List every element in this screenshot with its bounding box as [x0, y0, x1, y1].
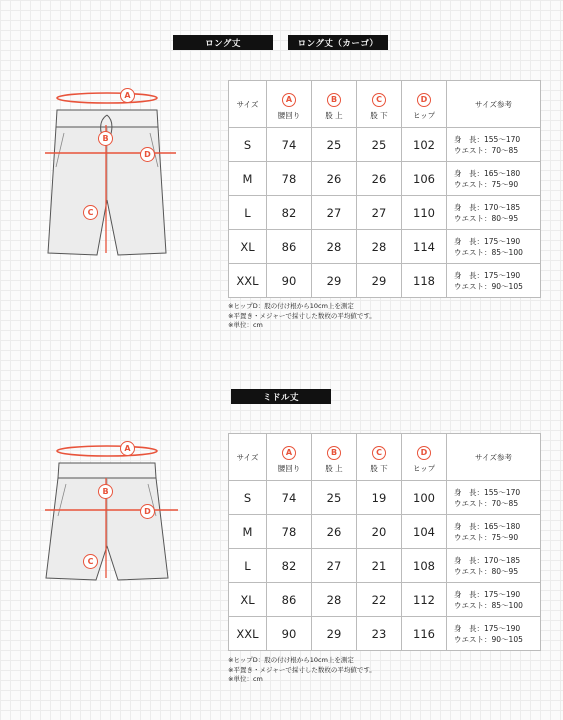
size-table-long [228, 80, 541, 298]
table-row: S 74 25 25 102 身 長：155～170 ウエスト：70～85 [229, 128, 541, 162]
header-b: B 股 上 [312, 81, 357, 128]
header-size: サイズ [229, 434, 267, 481]
label-long-cargo: ロング丈（カーゴ） [288, 35, 388, 50]
long-shorts-icon [40, 85, 190, 275]
header-c: C 股 下 [357, 81, 402, 128]
mark-d: D [140, 147, 155, 162]
header-d: D ヒップ [402, 434, 447, 481]
table-row: L 82 27 21 108 身 長：170～185 ウエスト：80～95 [229, 549, 541, 583]
header-b: B 股 上 [312, 434, 357, 481]
header-ref: サイズ参考 [447, 434, 541, 481]
header-c: C 股 下 [357, 434, 402, 481]
header-a: A 腰回り [267, 81, 312, 128]
header-size: サイズ [229, 81, 267, 128]
mark-b: B [98, 484, 113, 499]
table-row: XL 86 28 22 112 身 長：175～190 ウエスト：85～100 [229, 583, 541, 617]
header-ref: サイズ参考 [447, 81, 541, 128]
mark-a: A [120, 88, 135, 103]
mark-c: C [83, 205, 98, 220]
table-row: XL 86 28 28 114 身 長：175～190 ウエスト：85～100 [229, 230, 541, 264]
table-header-row [229, 434, 541, 481]
notes-middle: ※ヒップD：股の付け根から10cm上を測定 ※平置き・メジャーで採寸した数枚の平均値です。 ※単位：cm [228, 656, 376, 683]
table-row: XXL 90 29 23 116 身 長：175～190 ウエスト：90～105 [229, 617, 541, 651]
table-row: L 82 27 27 110 身 長：170～185 ウエスト：80～95 [229, 196, 541, 230]
notes-long: ※ヒップD：股の付け根から10cm上を測定 ※平置き・メジャーで採寸した数枚の平均値です。 ※単位：cm [228, 302, 376, 329]
middle-shorts-illustration [40, 438, 190, 628]
mark-b: B [98, 131, 113, 146]
table-row: M 78 26 26 106 身 長：165～180 ウエスト：75～90 [229, 162, 541, 196]
middle-shorts-icon [40, 438, 190, 628]
table-header-row [229, 81, 541, 128]
header-d: D ヒップ [402, 81, 447, 128]
table-row: S 74 25 19 100 身 長：155～170 ウエスト：70～85 [229, 481, 541, 515]
size-table-middle [228, 433, 541, 651]
long-shorts-illustration [40, 85, 190, 275]
label-long: ロング丈 [173, 35, 273, 50]
header-a: A 腰回り [267, 434, 312, 481]
table-row: M 78 26 20 104 身 長：165～180 ウエスト：75～90 [229, 515, 541, 549]
label-middle: ミドル丈 [231, 389, 331, 404]
mark-a: A [120, 441, 135, 456]
table-row: XXL 90 29 29 118 身 長：175～190 ウエスト：90～105 [229, 264, 541, 298]
mark-c: C [83, 554, 98, 569]
mark-d: D [140, 504, 155, 519]
